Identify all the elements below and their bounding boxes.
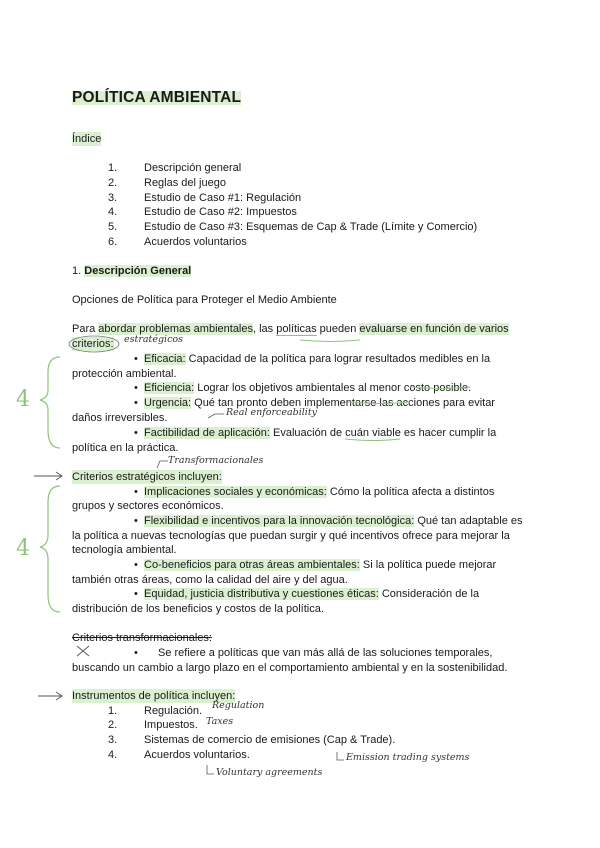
section-number: 1. <box>72 265 82 277</box>
annotation-regulation: Regulation <box>212 700 265 711</box>
strategic-label: Equidad, justicia distributiva y cuestiones éticas: <box>144 588 379 600</box>
page-title: POLÍTICA AMBIENTAL <box>72 89 242 106</box>
hook-mark <box>157 461 168 468</box>
intro-text: Para <box>72 323 99 335</box>
strategic-label: Co-beneficios para otras áreas ambientales: <box>144 559 360 571</box>
intro-line-2: criterios: <box>72 338 114 350</box>
strategic-continuation: la política a nuevas tecnologías que puedan surgir y qué incentivos ofrece para mejorar la <box>72 530 510 542</box>
intro-text: , las <box>253 323 277 335</box>
instrument-item: Impuestos. <box>144 719 198 731</box>
bullet-glyph: • <box>134 382 138 394</box>
strategic-text: Consideración de la <box>378 588 480 600</box>
criterion-text: Lograr los objetivos ambientales al menor costo posible. <box>194 382 472 394</box>
bullet-glyph: • <box>134 588 138 600</box>
strategic-continuation: distribución de los beneficios y costos de la política. <box>72 603 324 615</box>
strategic-label: Implicaciones sociales y económicas: <box>144 486 327 498</box>
intro-highlight: evaluarse en función de varios <box>359 323 509 335</box>
instrument-item: Regulación. <box>144 705 203 717</box>
criterion-text: Capacidad de la política para lograr resultados medibles en la <box>185 353 491 365</box>
arrow-mark <box>38 692 62 700</box>
strategic-continuation: también otras áreas, como la calidad del aire y del agua. <box>72 574 348 586</box>
instrument-num: 3. <box>108 734 118 746</box>
index-item: Descripción general <box>144 162 242 174</box>
index-num: 3. <box>108 192 118 204</box>
brace-mark <box>40 486 60 612</box>
criterion-label: Eficacia: <box>144 353 186 365</box>
index-num: 5. <box>108 221 118 233</box>
instrument-num: 4. <box>108 749 118 761</box>
annotation-estrategicos: estratégicos <box>124 334 183 345</box>
index-num: 4. <box>108 206 118 218</box>
bullet-glyph: • <box>134 427 138 439</box>
intro-highlight: abordar problemas ambientales <box>98 323 253 335</box>
pen-underline <box>348 402 410 404</box>
hook-mark <box>208 414 224 418</box>
index-item: Estudio de Caso #1: Regulación <box>144 192 302 204</box>
annotation-emission: Emission trading systems <box>346 752 470 763</box>
bullet-glyph: • <box>134 559 138 571</box>
strategic-heading: Criterios estratégicos incluyen: <box>72 471 222 483</box>
intro-underline: políticas <box>276 323 317 335</box>
criterion-continuation: política en la práctica. <box>72 442 179 454</box>
pen-underline <box>410 387 470 389</box>
pen-underline <box>300 340 360 342</box>
strategic-text: Qué tan adaptable es <box>414 515 523 527</box>
transform-text: buscando un cambio a largo plazo en el comportamiento ambiental y en la sostenibilidad. <box>72 662 508 674</box>
index-num: 6. <box>108 236 118 248</box>
intro-text: pueden <box>316 323 360 335</box>
hook-mark <box>207 765 214 774</box>
instrument-item: Acuerdos voluntarios. <box>144 749 250 761</box>
annotation-count: 4 <box>16 387 30 412</box>
index-num: 1. <box>108 162 118 174</box>
instrument-num: 2. <box>108 719 118 731</box>
annotation-count: 4 <box>16 536 30 561</box>
criterion-label: Urgencia: <box>144 397 192 409</box>
transform-heading: Criterios transformacionales: <box>72 632 212 644</box>
bullet-glyph: • <box>134 515 138 527</box>
criterion-continuation: daños irreversibles. <box>72 412 168 424</box>
index-item: Estudio de Caso #3: Esquemas de Cap & Trade (Límite y Comercio) <box>144 221 478 233</box>
strategic-continuation: tecnología ambiental. <box>72 544 177 556</box>
instrument-num: 1. <box>108 705 118 717</box>
section-subtitle: Opciones de Política para Proteger el Medio Ambiente <box>72 294 337 306</box>
circle-mark <box>69 336 119 352</box>
annotation-real-enforceability: Real enforceability <box>226 407 318 418</box>
cross-mark <box>77 646 89 656</box>
index-item: Reglas del juego <box>144 177 226 189</box>
transform-text: Se refiere a políticas que van más allá de las soluciones temporales, <box>158 647 493 659</box>
hook-mark <box>337 752 344 760</box>
annotation-transformacionales: Transformacionales <box>168 455 264 466</box>
strategic-continuation: grupos y sectores económicos. <box>72 500 224 512</box>
arrow-mark <box>34 472 62 480</box>
pen-underline <box>345 439 400 441</box>
criterion-text: Qué tan pronto deben implementarse las acciones para evitar <box>191 397 495 409</box>
criterion-label: Eficiencia: <box>144 382 195 394</box>
section-title: Descripción General <box>84 265 192 277</box>
instrument-item: Sistemas de comercio de emisiones (Cap & Trade). <box>144 734 396 746</box>
criterion-label: Factibilidad de aplicación: <box>144 427 270 439</box>
brace-mark <box>40 357 60 448</box>
bullet-glyph: • <box>134 397 138 409</box>
instruments-heading: Instrumentos de política incluyen: <box>72 690 236 702</box>
index-item: Acuerdos voluntarios <box>144 236 247 248</box>
criterion-continuation: protección ambiental. <box>72 368 177 380</box>
bullet-glyph: • <box>134 647 138 659</box>
annotation-voluntary: Voluntary agreements <box>216 767 323 778</box>
strategic-label: Flexibilidad e incentivos para la innovación tecnológica: <box>144 515 415 527</box>
index-heading: Índice <box>72 133 102 145</box>
index-item: Estudio de Caso #2: Impuestos <box>144 206 297 218</box>
index-num: 2. <box>108 177 118 189</box>
criterion-text: Evaluación de cuán viable es hacer cumplir la <box>269 427 497 439</box>
annotation-taxes: Taxes <box>206 716 234 727</box>
bullet-glyph: • <box>134 353 138 365</box>
strategic-text: Si la política puede mejorar <box>359 559 497 571</box>
bullet-glyph: • <box>134 486 138 498</box>
strategic-text: Cómo la política afecta a distintos <box>326 486 495 498</box>
